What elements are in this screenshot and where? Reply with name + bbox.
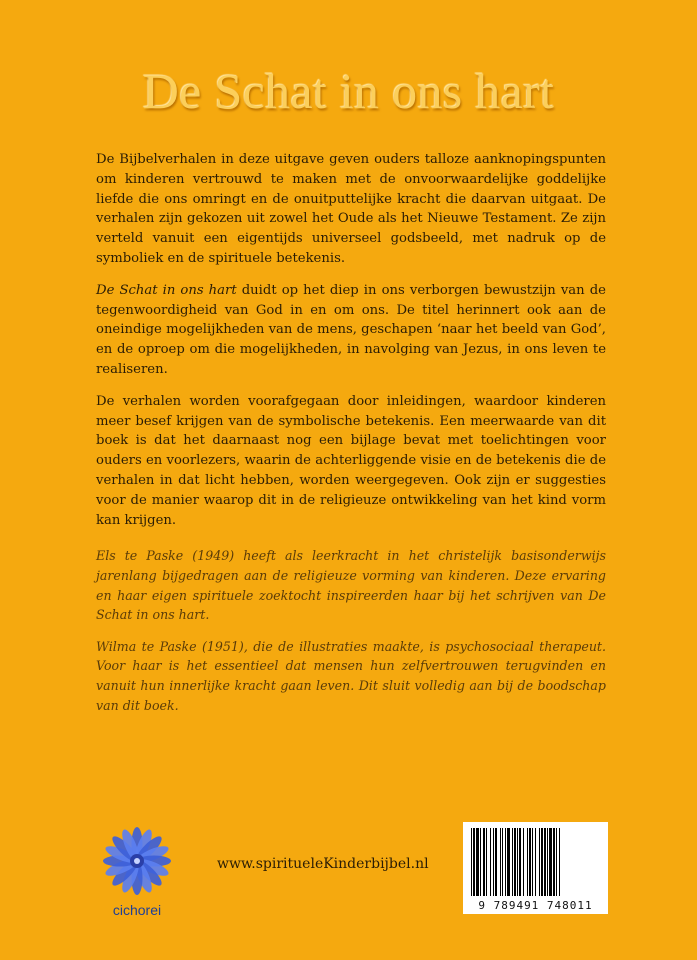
barcode-bar bbox=[514, 828, 516, 896]
barcode-bar bbox=[519, 828, 521, 896]
barcode-bar bbox=[490, 828, 491, 896]
barcode-bar bbox=[539, 828, 540, 896]
barcode-bar bbox=[471, 828, 472, 896]
book-title: De Schat in ons hart bbox=[142, 63, 555, 119]
barcode-bar bbox=[529, 828, 531, 896]
barcode-bar bbox=[553, 828, 555, 896]
barcode-bar bbox=[517, 828, 518, 896]
barcode-bar bbox=[507, 828, 510, 896]
chicory-flower-icon bbox=[93, 822, 181, 900]
barcode-bar bbox=[495, 828, 497, 896]
description-paragraph-1: De Bijbelverhalen in deze uitgave geven ouders talloze aanknopingspunten om kinderen vertrouwd te maken met de onvoorwaardelijke goddelijke liefde die ons omringt en de onuitputtelijke kracht die daarvan uitgaat. De verhalen zijn gekozen uit zowel het Oude als het Nieuwe Testament. Ze zijn verteld vanuit een eigentijds universeel godsbeeld, met nadruk op de symboliek en de spirituele betekenis. bbox=[96, 152, 606, 266]
barcode-bars bbox=[469, 828, 602, 896]
barcode-bar bbox=[500, 828, 501, 896]
barcode-bar bbox=[532, 828, 533, 896]
barcode-bar bbox=[473, 828, 475, 896]
barcode-bar bbox=[483, 828, 485, 896]
back-cover-text bbox=[96, 150, 606, 727]
barcode-bar bbox=[541, 828, 543, 896]
barcode-bar bbox=[480, 828, 481, 896]
isbn-barcode bbox=[463, 822, 608, 914]
description-paragraph-3: De verhalen worden voorafgegaan door inleidingen, waardoor kinderen meer besef krijgen van de symbolische betekenis. Een meerwaarde van dit boek is dat het daarnaast nog een bijlage bevat met toelichtingen voor ouders en voorlezers, waarin de achterliggende visie en de betekenis die de verhalen in dat licht hebben, worden weergegeven. Ook zijn er suggesties voor de manier waarop dit in de religieuze ontwikkeling van het kind vorm kan krijgen. bbox=[96, 393, 606, 528]
barcode-bar bbox=[527, 828, 528, 896]
barcode-bar bbox=[523, 828, 524, 896]
publisher-logo bbox=[93, 822, 181, 922]
publisher-name: cichorei bbox=[112, 902, 162, 918]
author-bio: Els te Paske (1949) heeft als leerkracht in het christelijk basisonderwijs jarenlang bijgedragen aan de religieuze vorming van kinderen. Deze ervaring en haar eigen spirituele zoektocht inspireerden haar bij het schrijven van De Schat in ons hart. bbox=[96, 548, 606, 623]
isbn-number: 9 789491 748011 bbox=[478, 899, 593, 912]
illustrator-bio: Wilma te Paske (1951), die de illustraties maakte, is psychosociaal therapeut. Voor haar is het essentieel dat mensen hun zelfvertrouwen terugvinden en vanuit hun innerlijke kracht gaan leven. Dit sluit volledig aan bij de boodschap van dit boek. bbox=[96, 638, 606, 713]
barcode-bar bbox=[476, 828, 479, 896]
barcode-bar bbox=[556, 828, 557, 896]
barcode-bar bbox=[486, 828, 487, 896]
barcode-bar bbox=[544, 828, 546, 896]
barcode-bar bbox=[512, 828, 513, 896]
title-reference: De Schat in ons hart bbox=[96, 282, 237, 298]
barcode-bar bbox=[502, 828, 503, 896]
barcode-bar bbox=[549, 828, 552, 896]
barcode-bar bbox=[505, 828, 506, 896]
website-url: www.spiritueleKinderbijbel.nl bbox=[217, 856, 429, 872]
barcode-bar bbox=[547, 828, 548, 896]
barcode-bar bbox=[535, 828, 536, 896]
barcode-bar bbox=[493, 828, 494, 896]
description-paragraph-2 bbox=[96, 281, 606, 380]
paragraph-2-text: duidt op het diep in ons verborgen bewustzijn van de tegenwoordigheid van God in en om ons. De titel herinnert ook aan de oneindige mogelijkheden van de mens, geschapen ‘naar het beeld van God’, en de oproep om die mogelijkheden, in navolging van Jezus, in ons leven te realiseren. bbox=[96, 282, 606, 377]
barcode-bar bbox=[559, 828, 560, 896]
